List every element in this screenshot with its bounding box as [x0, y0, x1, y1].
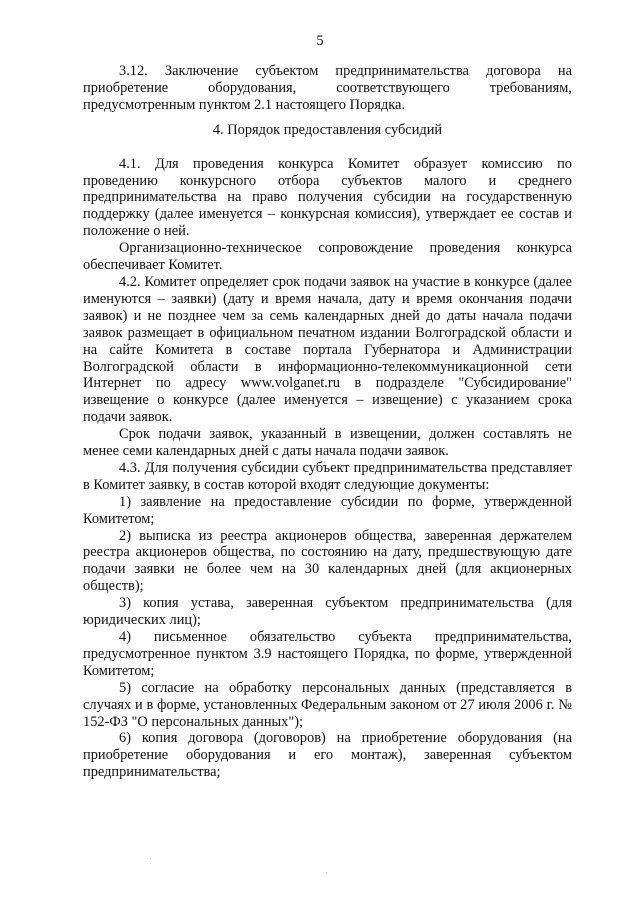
list-item: 5) согласие на обработку персональных данных (представляется в случаях и в форме, установленных Федеральным законом от 27 июля 2006 г. № 152-ФЗ "О персональных данных");: [83, 679, 572, 730]
list-item: 6) копия договора (договоров) на приобретение оборудования (на приобретение оборудования и его монтаж), заверенная субъектом предпринимательства;: [83, 730, 572, 781]
list-item: 1) заявление на предоставление субсидии по форме, утвержденной Комитетом;: [83, 493, 572, 527]
list-item: 2) выписка из реестра акционеров общества, заверенная держателем реестра акционеров общества, по состоянию на дату, предшествующую дате подачи заявки не более чем на 30 календарных дней (для акционерных обществ);: [83, 527, 572, 595]
paragraph: 4.1. Для проведения конкурса Комитет образует комиссию по проведению конкурсного отбора субъектов малого и среднего предпринимательства на право получения субсидии на государственную поддержку (далее именуется – конкурсная комиссия), утверждает ее состав и положение о ней.: [83, 155, 572, 240]
paragraph: 4.2. Комитет определяет срок подачи заявок на участие в конкурсе (далее именуются – заявки) (дату и время начала, дату и время окончания подачи заявок) и не позднее чем за семь календарных дней до даты начала подачи заявок размещает в официальном печатном издании Волгоградской области и на сайте Комитета в составе портала Губернатора и Администрации Волгоградской области в информационно-телекоммуникационной сети Интернет по адресу www.volganet.ru в подразделе "Субсидирование" извещение о конкурсе (далее именуется – извещение) с указанием срока подачи заявок.: [83, 273, 572, 426]
page-number: 5: [316, 33, 324, 49]
scan-speck: [326, 872, 327, 873]
document-body: [83, 63, 572, 781]
scan-speck: [150, 858, 151, 859]
list-item: 4) письменное обязательство субъекта предпринимательства, предусмотренное пунктом 3.9 настоящего Порядка, по форме, утвержденной Комитетом;: [83, 629, 572, 679]
clause-3-12: 3.12. Заключение субъектом предпринимательства договора на приобретение оборудования, соответствующего требованиям, предусмотренным пунктом 2.1 настоящего Порядка.: [83, 63, 572, 113]
paragraph: Срок подачи заявок, указанный в извещении, должен составлять не менее семи календарных дней с даты начала подачи заявок.: [83, 426, 572, 460]
section-heading: 4. Порядок предоставления субсидий: [212, 121, 443, 138]
paragraph: Организационно-техническое сопровождение проведения конкурса обеспечивает Комитет.: [83, 240, 572, 274]
list-item: 3) копия устава, заверенная субъектом предпринимательства (для юридических лиц);: [83, 595, 572, 629]
paragraph: 4.3. Для получения субсидии субъект предпринимательства представляет в Комитет заявку, в состав которой входят следующие документы:: [83, 459, 572, 493]
